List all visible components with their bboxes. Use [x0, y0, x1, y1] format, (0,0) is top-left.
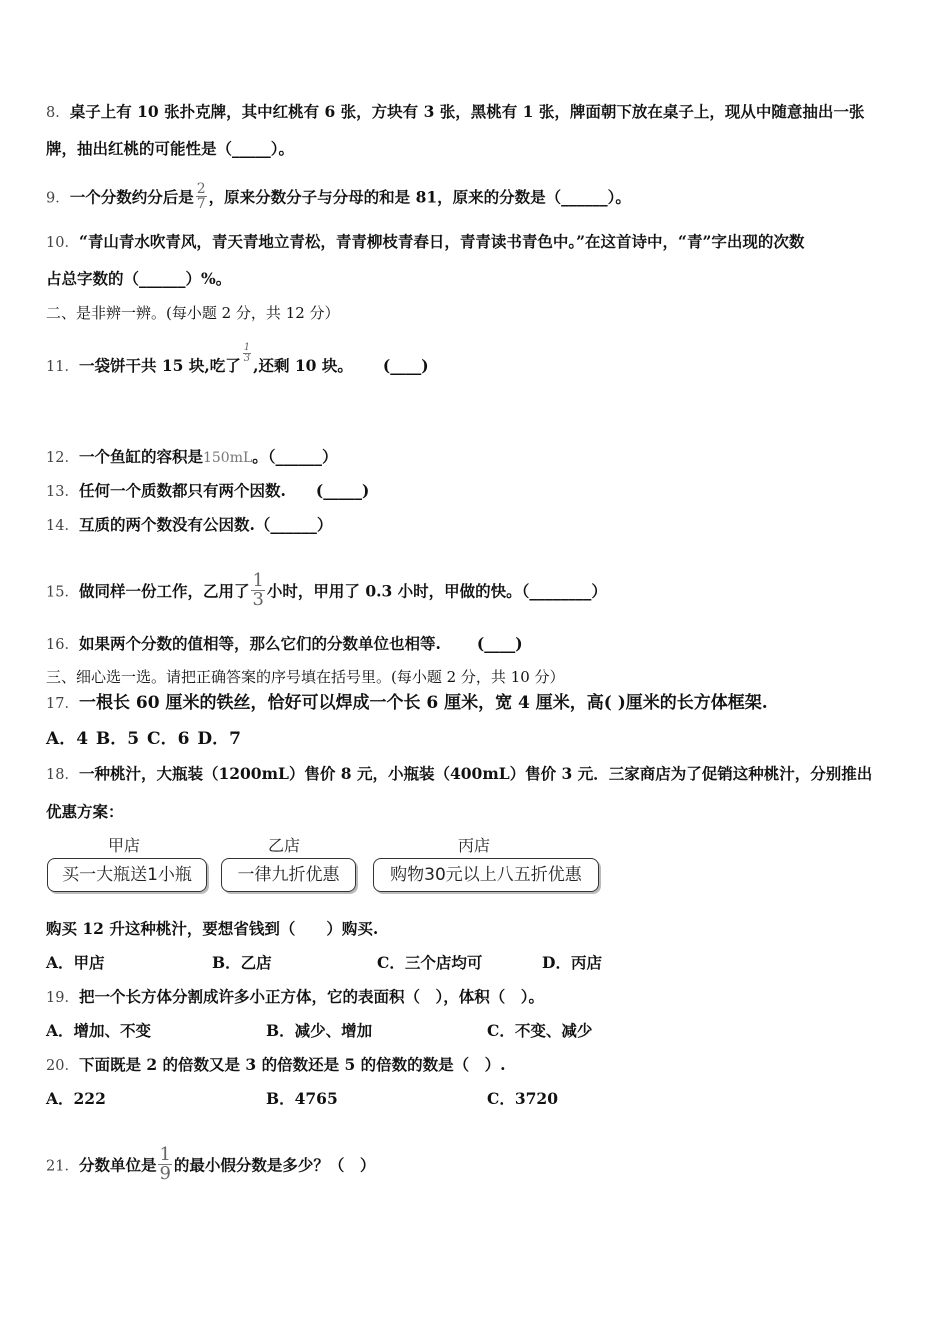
question-number: 17．	[46, 696, 79, 712]
question-text-pre: 一袋饼干共 15 块,吃了	[78, 356, 241, 375]
question-9	[46, 181, 631, 213]
fraction	[243, 343, 251, 364]
question-number: 16．	[46, 637, 79, 653]
question-text: 牌，抽出红桃的可能性是（_____）。	[46, 139, 295, 158]
option-d: D．丙店	[542, 953, 602, 972]
option-a: A．222	[46, 1089, 106, 1108]
question-10-line1	[46, 231, 804, 254]
question-21	[46, 1144, 376, 1185]
shop-offer-yi: 一律九折优惠	[221, 858, 356, 892]
question-number: 13．	[46, 484, 79, 500]
question-14	[46, 514, 332, 537]
question-number: 9．	[46, 190, 70, 207]
option-c: C．不变、减少	[487, 1021, 593, 1040]
fraction	[158, 1146, 171, 1183]
question-text-pre: 做同样一份工作，乙用了	[78, 581, 250, 601]
question-10-line2	[46, 268, 231, 290]
question-number: 12．	[46, 450, 79, 466]
shop-offer-jia: 买一大瓶送1小瓶	[47, 858, 207, 892]
option-a: A．增加、不变	[46, 1021, 152, 1040]
option-c: C．3720	[487, 1089, 558, 1108]
question-text-post: 的最小假分数是多少？（ ）	[173, 1155, 376, 1175]
fraction-numerator: 2	[196, 181, 206, 197]
fraction	[251, 572, 264, 609]
question-8-line2	[46, 138, 294, 160]
question-text-pre: 一个分数约分后是	[69, 187, 194, 207]
question-number: 18．	[46, 767, 79, 783]
question-number: 21．	[46, 1158, 79, 1175]
question-text: “青山青水吹青风，青天青地立青松，青青柳枝青春日，青青读书青色中。”在这首诗中，“青”字出现的次数	[78, 232, 805, 251]
option-b: B．4765	[266, 1089, 338, 1108]
question-text: 优惠方案：	[46, 802, 124, 821]
section-3-heading: 三、细心选一选。请把正确答案的序号填在括号里。(每小题 2 分，共 10 分）	[46, 668, 565, 686]
question-text: 一种桃汁，大瓶装（1200mL）售价 8 元，小瓶装（400mL）售价 3 元．三家商店为了促销这种桃汁，分别推出	[78, 764, 873, 783]
question-text: 占总字数的（______）%。	[46, 269, 232, 288]
question-17-options: A．4 B．5 C．6 D．7	[46, 729, 241, 749]
answer-blank: (_____)	[315, 481, 370, 500]
option-c: C．三个店均可	[377, 953, 483, 972]
option-b: B．乙店	[212, 953, 272, 972]
shop-label-jia: 甲店	[108, 836, 141, 855]
question-number: 19．	[46, 990, 79, 1006]
volume-unit: 150mL	[202, 450, 253, 466]
question-11	[46, 341, 429, 378]
question-number: 20．	[46, 1058, 79, 1074]
question-20	[46, 1054, 506, 1077]
question-17	[46, 692, 768, 715]
question-number: 10．	[46, 235, 79, 251]
question-15	[46, 570, 607, 611]
shop-offer-bing: 购物30元以上八五折优惠	[373, 858, 599, 892]
question-text-pre: 分数单位是	[78, 1155, 157, 1175]
option-a: A．甲店	[46, 953, 105, 972]
question-number: 11．	[46, 359, 79, 375]
question-text-post: ,还剩 10 块。	[253, 356, 353, 375]
fraction-numerator: 1	[159, 1144, 171, 1165]
question-text-post: 。（______）	[252, 447, 338, 466]
question-18-line2	[46, 801, 124, 823]
fraction	[196, 182, 207, 211]
question-19	[46, 986, 544, 1009]
shop-label-bing: 丙店	[458, 836, 491, 855]
section-2-heading: 二、是非辨一辨。(每小题 2 分，共 12 分）	[46, 304, 340, 322]
question-text-post: 小时，甲用了 0.3 小时，甲做的快。（________）	[266, 581, 607, 601]
fraction-denominator: 3	[243, 352, 251, 364]
question-text-post: ，原来分数分子与分母的和是 81，原来的分数是（______）。	[208, 187, 631, 207]
question-18-question: 购买 12 升这种桃汁，要想省钱到（ ）购买.	[46, 919, 379, 938]
fraction-denominator: 7	[196, 196, 206, 212]
question-text: 一根长 60 厘米的铁丝，恰好可以焊成一个长 6 厘米，宽 4 厘米，高( )厘米的长方体框架.	[78, 693, 768, 713]
shop-label-yi: 乙店	[268, 836, 301, 855]
question-text: 互质的两个数没有公因数.（______）	[78, 515, 333, 534]
question-text-pre: 一个鱼缸的容积是	[78, 447, 203, 466]
fraction-numerator: 1	[252, 570, 264, 591]
question-8-line1	[46, 101, 864, 124]
question-text: 桌子上有 10 张扑克牌，其中红桃有 6 张，方块有 3 张，黑桃有 1 张，牌面朝下放在桌子上，现从中随意抽出一张	[69, 102, 865, 121]
answer-blank: (____)	[382, 356, 429, 375]
question-text: 如果两个分数的值相等，那么它们的分数单位也相等.	[78, 634, 441, 653]
question-18-line1	[46, 763, 872, 786]
question-text: 下面既是 2 的倍数又是 3 的倍数还是 5 的倍数的数是（ ）.	[78, 1055, 506, 1074]
question-text: 把一个长方体分割成许多小正方体，它的表面积（ ），体积（ ）。	[78, 987, 544, 1006]
question-number: 8．	[46, 105, 70, 121]
question-16	[46, 633, 523, 656]
fraction-denominator: 3	[252, 589, 264, 610]
question-text: 任何一个质数都只有两个因数.	[78, 481, 286, 500]
answer-blank: (____)	[476, 634, 523, 653]
question-number: 14．	[46, 518, 79, 534]
fraction-denominator: 9	[159, 1163, 171, 1184]
question-13	[46, 480, 369, 503]
option-b: B．减少、增加	[266, 1021, 373, 1040]
question-12	[46, 446, 338, 469]
fraction-numerator: 1	[243, 341, 251, 353]
question-number: 15．	[46, 584, 79, 601]
